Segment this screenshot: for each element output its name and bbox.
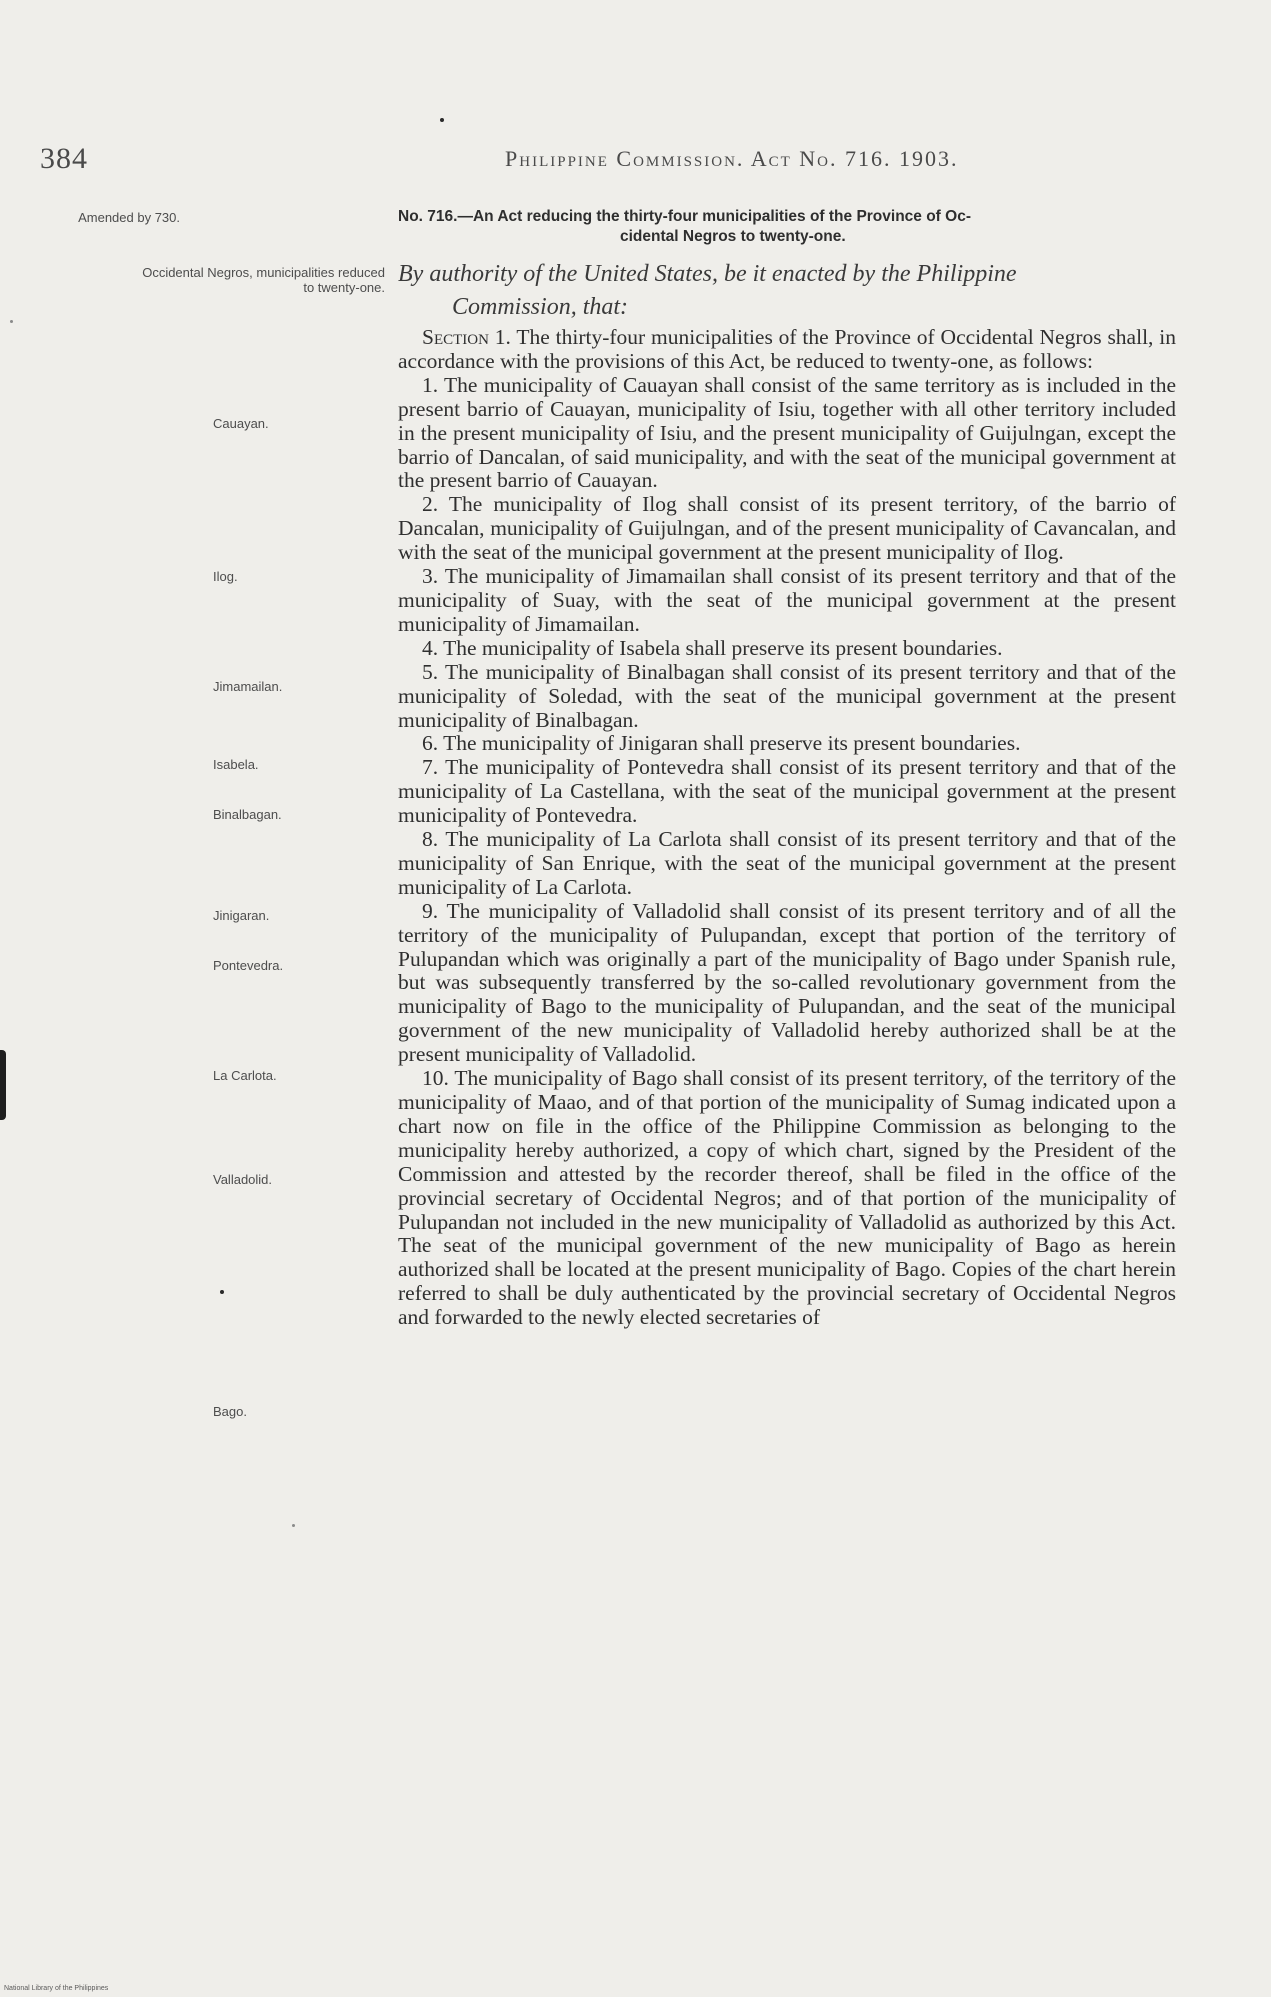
paragraph-1: 1. The municipality of Cauayan shall consist of the same territory as is included in the present barrio of Cauayan, municipality of Isiu, together with all other territory included in the present municipality of Isiu, and the present municipality of Guijulngan, except the barrio of Dancalan, of said municipality, and with the seat of the municipal government at the present barrio of Cauayan.: [398, 372, 1176, 493]
sidenote-jimamailan: Jimamailan.: [213, 679, 283, 694]
paragraph-5: 5. The municipality of Binalbagan shall consist of its present territory and that of the municipality of Soledad, with the seat of the municipal government at the present municipality of Binalbagan.: [398, 659, 1176, 732]
sidenote-ilog: Ilog.: [213, 569, 238, 584]
sidenote-jinigaran: Jinigaran.: [213, 908, 270, 923]
scan-speck: [292, 1524, 295, 1527]
scan-speck: [10, 320, 13, 323]
enacting-clause-line1: By authority of the United States, be it enacted by the Philippine: [398, 261, 1017, 287]
amendment-note: Amended by 730.: [78, 210, 180, 225]
paragraph-9: 9. The municipality of Valladolid shall consist of its present territory and of all the territory of the municipality of Pulupandan, except that portion of the territory of Pulupandan which was originally a part of the municipality of Bago under Spanish rule, but was subsequently transferred by the so-called revolutionary government from the municipality of Bago to the municipality of Pulupandan, and the seat of the municipal government of the new municipality of Valladolid hereby authorized shall be at the present municipality of Valladolid.: [398, 898, 1176, 1067]
act-title-line2: cidental Negros to twenty-one.: [620, 228, 846, 245]
topic-note: Occidental Negros, municipalities reduced to twenty-one.: [142, 265, 385, 295]
scan-speck: [220, 1290, 224, 1294]
running-head: Philippine Commission. Act No. 716. 1903.: [505, 146, 959, 171]
paragraph-7: 7. The municipality of Pontevedra shall consist of its present territory and that of the municipality of La Castellana, with the seat of the municipal government at the present municipality of Pontevedra.: [398, 755, 1176, 828]
act-title: [398, 207, 1188, 247]
sidenote-pontevedra: Pontevedra.: [213, 958, 284, 973]
binding-shadow: [0, 1050, 6, 1120]
sidenote-la-carlota: La Carlota.: [213, 1068, 277, 1083]
sidenote-isabela: Isabela.: [213, 757, 259, 772]
paragraph-10: 10. The municipality of Bago shall consist of its present territory, of the territory of the municipality of Maao, and of that portion of the municipality of Sumag indicated upon a chart now on file in the office of the Philippine Commission as belonging to the municipality hereby authorized, a copy of which chart, signed by the President of the Commission and attested by the recorder thereof, shall be filed in the office of the provincial secretary of Occidental Negros; and of that portion of the municipality of Pulupandan not included in the new municipality of Valladolid as authorized by this Act. The seat of the municipal government of the new municipality of Bago as herein authorized shall be located at the present municipality of Bago. Copies of the chart herein referred to shall be duly authenticated by the provincial secretary of Occidental Negros and forwarded to the newly elected secretaries of: [398, 1066, 1176, 1330]
act-title-line1: No. 716.—An Act reducing the thirty-four municipalities of the Province of Oc-: [398, 208, 971, 225]
sidenote-bago: Bago.: [213, 1404, 247, 1419]
footer-credit: National Library of the Philippines: [4, 1985, 109, 1992]
act-body: [398, 326, 1176, 1330]
paragraph-4: 4. The municipality of Isabela shall preserve its present boundaries.: [422, 635, 1003, 660]
sidenote-binalbagan: Binalbagan.: [213, 807, 282, 822]
sidenote-valladolid: Valladolid.: [213, 1172, 273, 1187]
section-intro-text: The thirty-four municipalities of the Province of Occidental Negros shall, in accordance with the provisions of this Act, be reduced to twenty-one, as follows:: [398, 325, 1176, 373]
section-intro: [398, 326, 1176, 374]
paragraph-6: 6. The municipality of Jinigaran shall preserve its present boundaries.: [422, 731, 1021, 756]
scan-speck: [440, 118, 444, 122]
paragraph-8: 8. The municipality of La Carlota shall consist of its present territory and that of the municipality of San Enrique, with the seat of the municipal government at the present municipality of La Carlota.: [398, 827, 1176, 899]
enacting-clause: [398, 258, 1188, 324]
page-number: 384: [40, 142, 88, 175]
sidenote-cauayan: Cauayan.: [213, 416, 269, 431]
paragraph-3: 3. The municipality of Jimamailan shall consist of its present territory and that of the municipality of Suay, with the seat of the municipal government at the present municipality of Jimamailan.: [398, 564, 1176, 636]
enacting-clause-line2: Commission, that:: [452, 294, 629, 320]
section-label: Section 1.: [422, 325, 511, 349]
paragraph-2: 2. The municipality of Ilog shall consist of its present territory, of the barrio of Dancalan, municipality of Guijulngan, and of the present municipality of Cavancalan, and with the seat of the municipal government at the present municipality of Ilog.: [398, 492, 1176, 565]
